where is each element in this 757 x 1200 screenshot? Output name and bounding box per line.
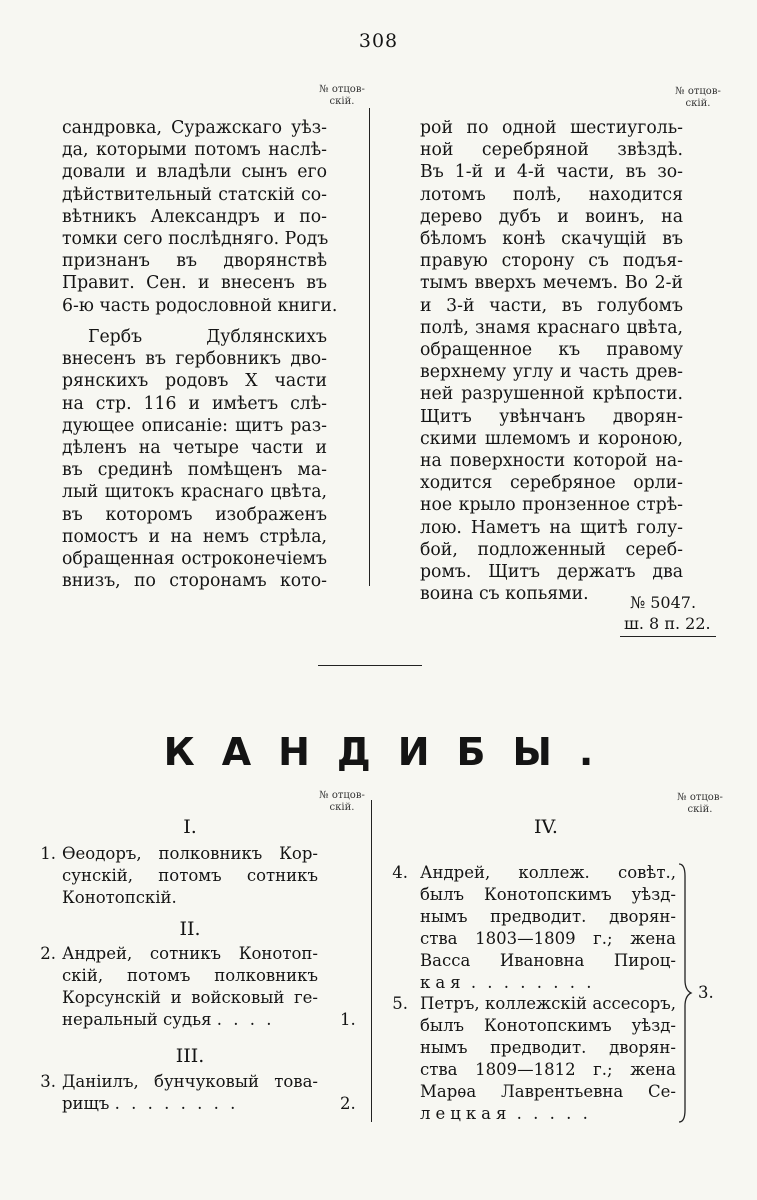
- generation-heading-4: IV.: [534, 816, 558, 838]
- entry-2: [62, 943, 318, 1031]
- text-line: скими шлемомъ и короною,: [420, 428, 683, 449]
- text-line: лотомъ полѣ, находится: [420, 184, 683, 205]
- text-line: дерево дубъ и воинъ, на: [420, 206, 683, 227]
- text-line: сунскій, потомъ сотникъ: [62, 866, 318, 885]
- text-line: лый щитокъ краснаго цвѣта,: [62, 482, 327, 503]
- text-line: ства 1809—1812 г.; жена: [420, 1060, 676, 1079]
- text-line: скій, потомъ полковникъ: [62, 966, 318, 985]
- text-line: ходится серебряное орли-: [420, 473, 683, 494]
- text-line: Петръ, коллежскій ассесоръ,: [420, 994, 676, 1013]
- text-line: рой по одной шестиуголь-: [420, 118, 683, 138]
- generation-heading-3: III.: [175, 1045, 205, 1067]
- reference-shelf: ш. 8 п. 22.: [624, 614, 711, 633]
- text-line: и 3-й части, въ голубомъ: [420, 295, 683, 316]
- text-line: Андрей, сотникъ Конотоп-: [62, 944, 318, 963]
- text-line: [62, 1009, 318, 1031]
- section-separator: [318, 665, 422, 666]
- text-line: ромъ. Щитъ держатъ два: [420, 562, 683, 583]
- text-line: да, которыми потомъ наслѣ-: [62, 140, 327, 161]
- text-line: [62, 1093, 318, 1115]
- leader-dots: . . . . . . . .: [470, 973, 595, 992]
- upper-right-text: [420, 117, 683, 605]
- text-line: внизъ, по сторонамъ кото-: [62, 571, 327, 592]
- text-line: Въ 1-й и 4-й части, въ зо-: [420, 162, 683, 183]
- generation-heading-1: I.: [183, 816, 197, 838]
- text-line: [420, 1103, 676, 1125]
- column-heading-left-lower: № отцов- скій.: [319, 790, 365, 813]
- text-line: признанъ въ дворянствѣ: [62, 251, 327, 272]
- brace-bracket: [676, 862, 696, 1124]
- text-line: былъ Конотопскимъ уѣзд-: [420, 1016, 676, 1035]
- text-line: дующее описаніе: щитъ раз-: [62, 415, 327, 436]
- text-line: ства 1803—1809 г.; жена: [420, 929, 676, 948]
- text-line: Гербъ Дублянскихъ: [88, 327, 327, 347]
- text-line: ное крыло пронзенное стрѣ-: [420, 495, 683, 516]
- reference-number: № 5047.: [630, 593, 697, 612]
- text-line: лою. Наметъ на щитѣ голу-: [420, 517, 683, 538]
- text-line: ней разрушенной крѣпости.: [420, 384, 683, 405]
- text-line: обращенная остроконечіемъ: [62, 549, 327, 570]
- text-line: воина съ копьями.: [420, 584, 589, 605]
- text-line: верхнему углу и часть древ-: [420, 362, 683, 383]
- text-line: рянскихъ родовъ X части: [62, 371, 327, 392]
- text-line: бѣломъ конѣ скачущій въ: [420, 229, 683, 250]
- text-line: вѣтникъ Александръ и по-: [62, 206, 327, 227]
- text-line: неральный судья: [62, 1010, 212, 1029]
- entry-1: [62, 843, 318, 909]
- leader-dots: . . . . . . . .: [114, 1094, 239, 1113]
- text-line: въ которомъ изображенъ: [62, 504, 327, 525]
- text-line: былъ Конотопскимъ уѣзд-: [420, 885, 676, 904]
- column-heading-right: № отцов- скій.: [675, 86, 721, 109]
- text-line: лецкая: [420, 1104, 512, 1123]
- text-line: бой, подложенный сереб-: [420, 539, 683, 560]
- leader-dots: . . . . .: [516, 1104, 591, 1123]
- text-line: Щитъ увѣнчанъ дворян-: [420, 406, 683, 427]
- text-line: помостъ и на немъ стрѣла,: [62, 526, 327, 547]
- upper-left-text: [62, 117, 338, 317]
- text-line: правую сторону съ подъя-: [420, 251, 683, 272]
- column-heading-left: № отцов- скій.: [319, 84, 365, 107]
- text-line: Конотопскій.: [62, 888, 177, 907]
- text-line: въ срединѣ помѣщенъ ма-: [62, 460, 327, 481]
- text-line: ной серебряной звѣздѣ.: [420, 140, 683, 161]
- text-line: кая: [420, 973, 466, 992]
- text-line: Правит. Сен. и внесенъ въ: [62, 273, 327, 294]
- entry-number: 5.: [392, 994, 408, 1013]
- text-line: 6-ю часть родословной книги.: [62, 295, 338, 316]
- text-line: на стр. 116 и имѣетъ слѣ-: [62, 393, 327, 414]
- text-line: внесенъ въ гербовникъ дво-: [62, 349, 327, 370]
- upper-left-paragraph-2: [62, 326, 327, 592]
- text-line: полѣ, знамя краснаго цвѣта,: [420, 317, 683, 338]
- text-line: Корсунскій и войсковый ге-: [62, 988, 318, 1007]
- text-line: нымъ предводит. дворян-: [420, 907, 676, 926]
- text-line: Марѳа Лаврентьевна Се-: [420, 1082, 676, 1101]
- father-number: 3.: [698, 983, 714, 1002]
- entry-5: [420, 993, 676, 1125]
- column-heading-right-lower: № отцов- скій.: [677, 792, 723, 815]
- text-line: томки сего послѣдняго. Родъ: [62, 229, 329, 250]
- entry-number: 4.: [392, 863, 408, 882]
- text-line: рищъ: [62, 1094, 110, 1113]
- father-number: 2.: [340, 1094, 356, 1113]
- lower-column-divider: [371, 800, 372, 1122]
- entry-4: [420, 862, 676, 994]
- text-line: Андрей, коллеж. совѣт.,: [420, 863, 676, 882]
- text-line: нымъ предводит. дворян-: [420, 1038, 676, 1057]
- entry-3: [62, 1071, 318, 1115]
- text-line: сандровка, Суражскаго уѣз-: [62, 118, 327, 138]
- text-line: обращенное къ правому: [420, 340, 683, 361]
- section-title: КАНДИБЫ.: [163, 730, 621, 774]
- reference-underline: [620, 636, 716, 637]
- entry-number: 2.: [40, 944, 56, 963]
- text-line: Васса Ивановна Пироц-: [420, 951, 676, 970]
- father-number: 1.: [340, 1010, 356, 1029]
- page-number: 308: [358, 30, 399, 52]
- text-line: [62, 326, 327, 348]
- column-divider: [369, 108, 370, 586]
- text-line: Даніилъ, бунчуковый това-: [62, 1072, 318, 1091]
- leader-dots: . . . .: [216, 1010, 275, 1029]
- text-line: довали и владѣли сынъ его: [62, 162, 327, 183]
- text-line: на поверхности которой на-: [420, 451, 683, 472]
- text-line: дѣленъ на четыре части и: [62, 438, 327, 459]
- text-line: дѣйствительный статскій со-: [62, 184, 327, 205]
- entry-number: 1.: [40, 844, 56, 863]
- entry-number: 3.: [40, 1072, 56, 1091]
- text-line: тымъ вверхъ мечемъ. Во 2-й: [420, 273, 683, 294]
- generation-heading-2: II.: [179, 918, 201, 940]
- text-line: [420, 972, 676, 994]
- text-line: Ѳеодоръ, полковникъ Кор-: [62, 844, 318, 863]
